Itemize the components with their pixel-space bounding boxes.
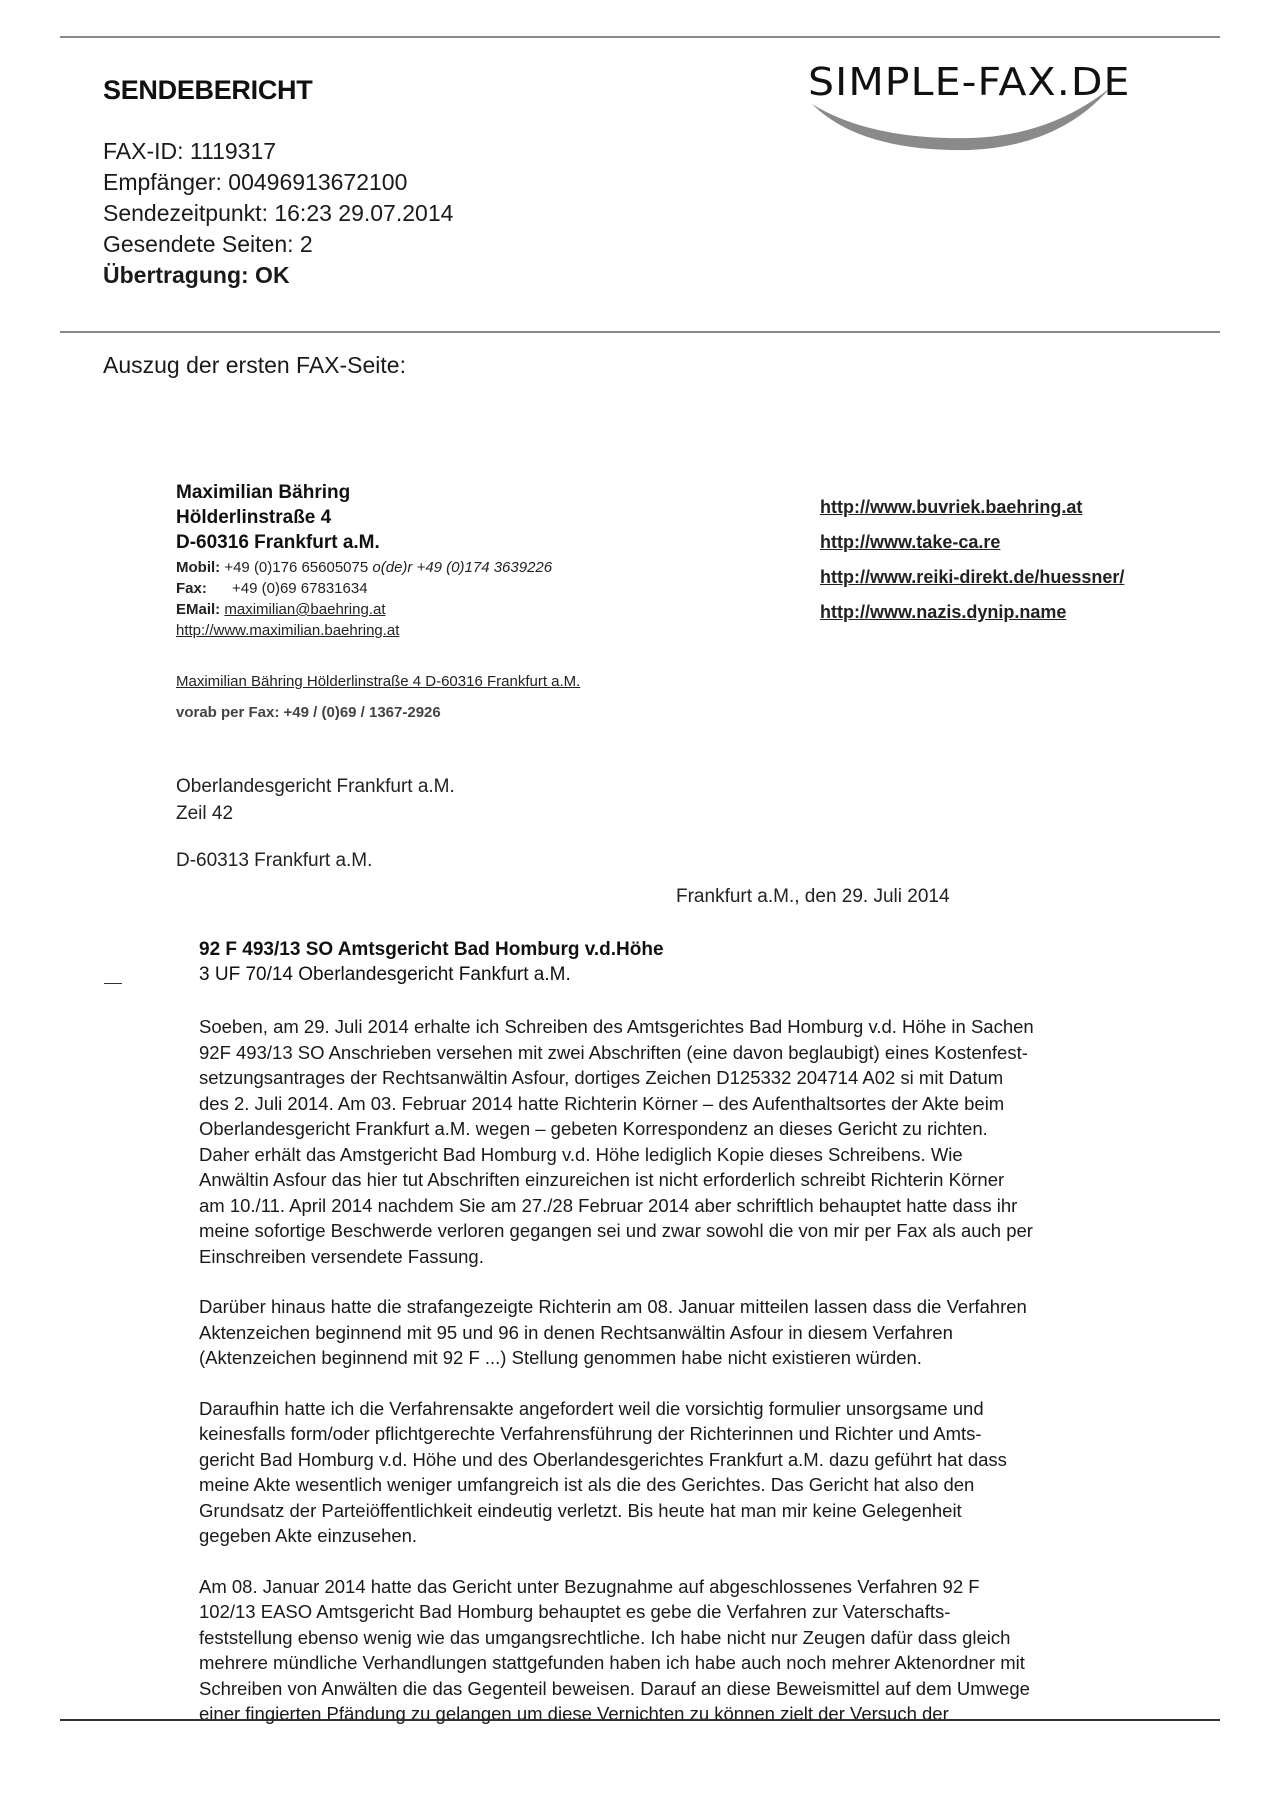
subject-block bbox=[199, 937, 664, 987]
body-line: Einschreiben versendete Fassung. bbox=[199, 1245, 484, 1267]
body-line: gericht Bad Homburg v.d. Höhe und des Oberlandesgerichtes Frankfurt a.M. dazu geführt hat dass bbox=[199, 1448, 1007, 1470]
recipient-line2: Zeil 42 bbox=[176, 803, 234, 824]
body-line: meine sofortige Beschwerde verloren gegangen sei und zwar sowohl die von mir per Fax als auch per bbox=[199, 1220, 1033, 1241]
fold-mark bbox=[104, 983, 122, 984]
body-line: 92F 493/13 SO Anschrieben versehen mit zwei Abschriften (eine davon beglaubigt) eines Kostenfest- bbox=[199, 1041, 1028, 1063]
body-line: des 2. Juli 2014. Am 03. Februar 2014 hatte Richterin Körner – des Aufenthaltsortes der Akte beim bbox=[199, 1092, 1005, 1114]
recipient-city: D-60313 Frankfurt a.M. bbox=[176, 850, 373, 871]
body-line: Oberlandesgericht Frankfurt a.M. wegen – gebeten Korrespondenz an dieses Gericht zu richten. bbox=[199, 1118, 988, 1139]
recipient-number: Empfänger: 00496913672100 bbox=[103, 169, 408, 195]
report-title: SENDEBERICHT bbox=[103, 75, 313, 105]
mobile-label: Mobil: bbox=[176, 559, 221, 576]
pages-sent: Gesendete Seiten: 2 bbox=[103, 231, 313, 257]
subject-line1: 92 F 493/13 SO Amtsgericht Bad Homburg v.d.Höhe bbox=[199, 939, 664, 960]
body-line: Aktenzeichen beginnend mit 95 und 96 in denen Rechtsanwältin Asfour in diesem Verfahren bbox=[199, 1321, 953, 1343]
body-line: Darüber hinaus hatte die strafangezeigte Richterin am 08. Januar mitteilen lassen dass die Verfahren bbox=[199, 1296, 1027, 1317]
fax-number: +49 (0)69 67831634 bbox=[232, 580, 368, 597]
middle-divider bbox=[60, 331, 1220, 333]
recipient-line1: Oberlandesgericht Frankfurt a.M. bbox=[176, 776, 455, 797]
body-line: Schreiben von Anwälten die das Gegenteil beweisen. Darauf an diese Beweismittel auf dem Umwege bbox=[199, 1677, 1030, 1699]
sender-contact bbox=[176, 557, 552, 641]
body-line: setzungsantrages der Rechtsanwältin Asfour, dortiges Zeichen D125332 204714 A02 si mit Datum bbox=[199, 1067, 1004, 1088]
body-line: gegeben Akte einzusehen. bbox=[199, 1525, 418, 1546]
excerpt-label: Auszug der ersten FAX-Seite: bbox=[103, 352, 406, 378]
link-item[interactable]: http://www.buvriek.baehring.at bbox=[820, 497, 1083, 517]
body-line: einer fingierten Pfändung zu gelangen um diese Vernichten zu können zielt der Versuch der bbox=[199, 1703, 949, 1724]
top-divider bbox=[60, 36, 1220, 38]
simple-fax-logo bbox=[800, 60, 1220, 150]
body-line: (Aktenzeichen beginnend mit 92 F ...) Stellung genommen habe nicht existieren würden. bbox=[199, 1347, 922, 1368]
sender-city: D-60316 Frankfurt a.M. bbox=[176, 532, 380, 553]
mobile-number: +49 (0)176 65605075 bbox=[224, 559, 369, 576]
body-paragraph bbox=[199, 1396, 1149, 1549]
send-time: Sendezeitpunkt: 16:23 29.07.2014 bbox=[103, 200, 454, 226]
report-meta bbox=[103, 136, 453, 291]
body-line: Daher erhält das Amstgericht Bad Homburg v.d. Höhe lediglich Kopie dieses Schreibens. Wie bbox=[199, 1143, 963, 1165]
subject-line2: 3 UF 70/14 Oberlandesgericht Fankfurt a.M. bbox=[199, 964, 571, 985]
body-line: 102/13 EASO Amtsgericht Bad Homburg behauptet es gebe die Verfahren zur Vaterschafts- bbox=[199, 1601, 951, 1622]
links-list bbox=[820, 490, 1124, 630]
body-line: Anwältin Asfour das hier tut Abschriften einzureichen ist nicht erforderlich schreibt Richterin Körner bbox=[199, 1169, 1005, 1190]
link-item[interactable]: http://www.reiki-direkt.de/huessner/ bbox=[820, 567, 1125, 587]
body-line: Soeben, am 29. Juli 2014 erhalte ich Schreiben des Amtsgerichtes Bad Homburg v.d. Höhe in Sachen bbox=[199, 1016, 1034, 1037]
sender-block bbox=[176, 480, 380, 555]
fax-label: Fax: bbox=[176, 580, 207, 597]
logo-text: SIMPLE-FAX.DE bbox=[808, 60, 1131, 104]
email-link[interactable]: maximilian@baehring.at bbox=[224, 601, 386, 618]
vorab-fax-line: vorab per Fax: +49 / (0)69 / 1367-2926 bbox=[176, 704, 441, 721]
body-line: feststellung ebenso wenig wie das umgangsrechtliche. Ich habe nicht nur Zeugen dafür dass gleich bbox=[199, 1626, 1011, 1648]
body-paragraph bbox=[199, 1294, 1149, 1371]
mobile-alt-number: o(de)r +49 (0)174 3639226 bbox=[372, 559, 553, 576]
link-item[interactable]: http://www.take-ca.re bbox=[820, 532, 1001, 552]
body-paragraph bbox=[199, 1574, 1149, 1727]
body-line: mehrere mündliche Verhandlungen stattgefunden haben ich habe auch noch mehrer Aktenordner mit bbox=[199, 1652, 1025, 1673]
letter-body bbox=[199, 1014, 1149, 1752]
fax-id: FAX-ID: 1119317 bbox=[103, 138, 277, 164]
letter-date: Frankfurt a.M., den 29. Juli 2014 bbox=[676, 886, 950, 907]
sender-name: Maximilian Bähring bbox=[176, 482, 351, 503]
website-link[interactable]: http://www.maximilian.baehring.at bbox=[176, 622, 400, 639]
body-line: Daraufhin hatte ich die Verfahrensakte angefordert weil die vorsichtig formulier unsorgsame und bbox=[199, 1397, 984, 1419]
email-label: EMail: bbox=[176, 601, 221, 618]
sender-street: Hölderlinstraße 4 bbox=[176, 507, 332, 528]
body-line: Grundsatz der Parteiöffentlichkeit eindeutig verletzt. Bis heute hat man mir keine Gelegenheit bbox=[199, 1499, 962, 1521]
return-address: Maximilian Bähring Hölderlinstraße 4 D-60316 Frankfurt a.M. bbox=[176, 673, 581, 690]
body-line: meine Akte wesentlich weniger umfangreich ist als die des Gerichtes. Das Gericht hat also den bbox=[199, 1474, 975, 1495]
body-line: keinesfalls form/oder pflichtgerechte Verfahrensführung der Richterinnen und Richter und Amts- bbox=[199, 1423, 982, 1444]
recipient-address bbox=[176, 773, 455, 874]
body-line: am 10./11. April 2014 nachdem Sie am 27./28 Februar 2014 aber schriftlich behauptet hatte dass ihr bbox=[199, 1194, 1018, 1216]
body-paragraph bbox=[199, 1014, 1149, 1269]
transmission-status: Übertragung: OK bbox=[103, 262, 290, 288]
body-line: Am 08. Januar 2014 hatte das Gericht unter Bezugnahme auf abgeschlossenes Verfahren 92 F bbox=[199, 1575, 980, 1597]
bottom-divider bbox=[60, 1719, 1220, 1721]
link-item[interactable]: http://www.nazis.dynip.name bbox=[820, 602, 1067, 622]
